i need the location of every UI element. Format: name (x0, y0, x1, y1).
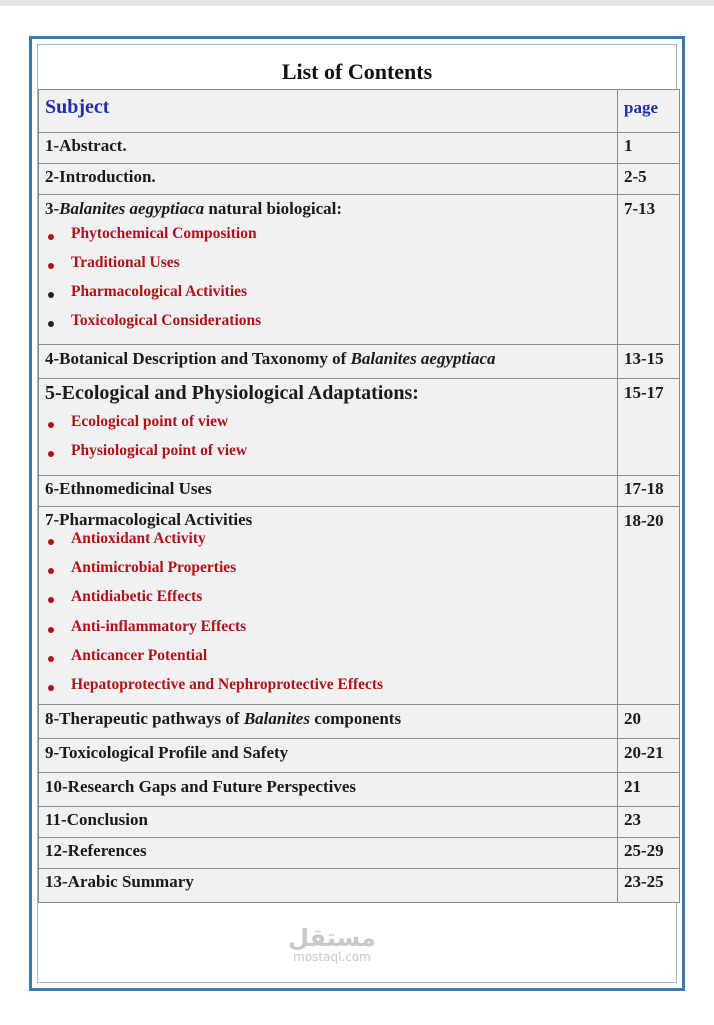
list-item: Toxicological Considerations (45, 312, 611, 336)
bullet-list (45, 530, 611, 700)
table-row (39, 507, 680, 705)
table-header-row (39, 90, 680, 133)
list-item: Physiological point of view (45, 442, 611, 466)
row-page: 2-5 (618, 164, 680, 195)
row-subject: 3-Balanites aegyptiaca natural biological: (45, 199, 343, 218)
table-row (39, 869, 680, 903)
page-inner-border (37, 44, 677, 983)
table-row (39, 476, 680, 507)
bullet-list (45, 413, 611, 466)
row-page: 20-21 (618, 739, 680, 773)
table-row (39, 164, 680, 195)
header-page: page (618, 90, 680, 133)
row-subject: 5-Ecological and Physiological Adaptations: (45, 382, 419, 404)
page-frame (29, 36, 685, 991)
list-item: Antimicrobial Properties (45, 559, 611, 588)
table-row (39, 705, 680, 739)
row-subject: 1-Abstract. (45, 136, 127, 155)
row-subject: 2-Introduction. (45, 167, 156, 186)
watermark-latin: mostaql.com (293, 950, 371, 964)
table-row (39, 838, 680, 869)
row-page: 25-29 (618, 838, 680, 869)
row-subject: 4-Botanical Description and Taxonomy of Balanites aegyptiaca (45, 349, 496, 368)
row-subject: 11-Conclusion (45, 810, 148, 829)
row-page: 20 (618, 705, 680, 739)
table-row (39, 195, 680, 345)
row-subject: 13-Arabic Summary (45, 872, 194, 891)
table-row (39, 773, 680, 807)
row-page: 7-13 (618, 195, 680, 345)
list-item: Anti-inflammatory Effects (45, 618, 611, 647)
list-item: Traditional Uses (45, 254, 611, 283)
row-subject: 10-Research Gaps and Future Perspectives (45, 777, 357, 796)
row-page: 21 (618, 773, 680, 807)
row-page: 1 (618, 133, 680, 164)
list-item: Hepatoprotective and Nephroprotective Effects (45, 676, 611, 700)
page-title: List of Contents (281, 59, 433, 84)
row-page: 13-15 (618, 345, 680, 379)
row-page: 23-25 (618, 869, 680, 903)
row-page: 17-18 (618, 476, 680, 507)
header-subject: Subject (39, 90, 618, 133)
row-subject: 8-Therapeutic pathways of Balanites components (45, 709, 402, 728)
table-row (39, 345, 680, 379)
row-page: 23 (618, 807, 680, 838)
row-subject: 7-Pharmacological Activities (45, 510, 253, 529)
list-item: Anticancer Potential (45, 647, 611, 676)
table-row (39, 739, 680, 773)
contents-table (38, 89, 680, 903)
watermark-arabic: مستقل (288, 924, 376, 952)
list-item: Antioxidant Activity (45, 530, 611, 559)
row-page: 15-17 (618, 379, 680, 476)
list-item: Phytochemical Composition (45, 225, 611, 254)
row-subject: 6-Ethnomedicinal Uses (45, 479, 212, 498)
bullet-list (45, 225, 611, 336)
list-item: Antidiabetic Effects (45, 588, 611, 618)
row-page: 18-20 (618, 507, 680, 705)
row-subject: 9-Toxicological Profile and Safety (45, 743, 289, 762)
list-item: Ecological point of view (45, 413, 611, 442)
table-row (39, 807, 680, 838)
list-item: Pharmacological Activities (45, 283, 611, 312)
row-subject: 12-References (45, 841, 147, 860)
table-row (39, 379, 680, 476)
table-row (39, 133, 680, 164)
watermark-logo (282, 925, 382, 963)
top-bar (0, 0, 714, 6)
